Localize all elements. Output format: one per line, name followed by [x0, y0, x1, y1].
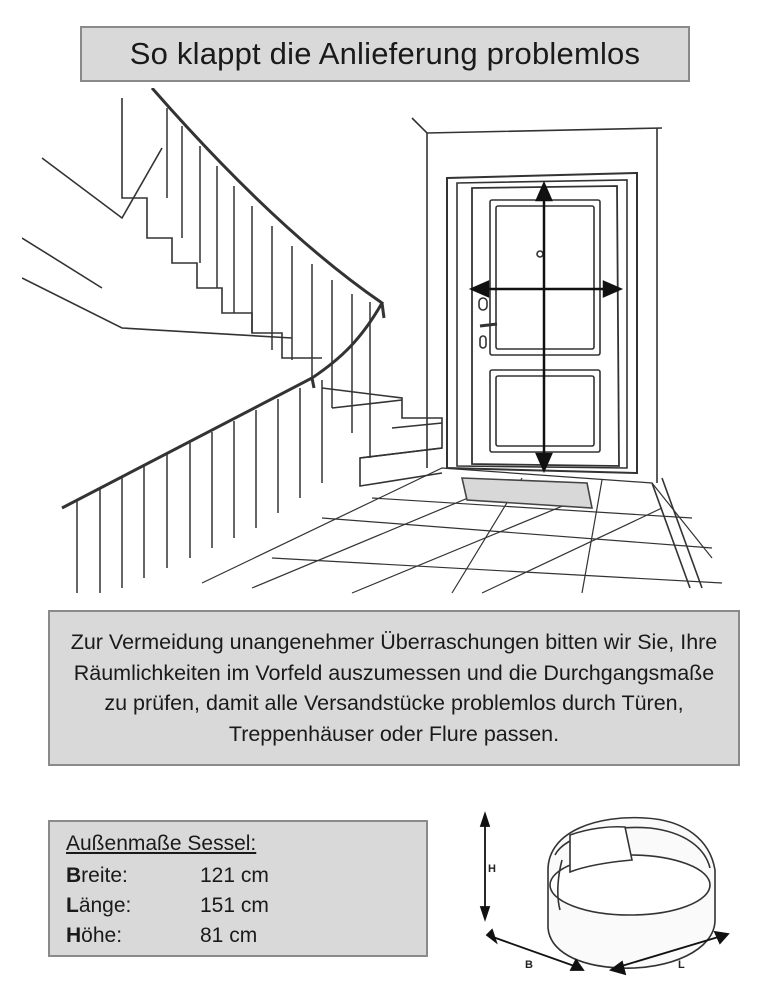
armchair-diagram — [470, 800, 745, 980]
dimension-row-width — [66, 861, 426, 891]
chair-label-l: L — [678, 959, 685, 971]
dimension-label: Höhe: — [66, 924, 123, 947]
dimension-value: 121 cm — [200, 864, 269, 887]
notice-text: Zur Vermeidung unangenehmer Überraschungen bitten wir Sie, Ihre Räumlichkeiten im Vorfeld auszumessen und die Durchgangsmaße zu prüfen, damit alle Versandstücke problemlos durch Türen, Treppenhäuser oder Flure passen. — [70, 630, 718, 746]
page-title: So klappt die Anlieferung problemlos — [80, 26, 690, 82]
dimension-row-height — [66, 921, 426, 951]
dimension-row-length — [66, 891, 426, 921]
stairwell-door-illustration — [22, 88, 744, 598]
delivery-notice — [48, 610, 740, 766]
dimension-value: 151 cm — [200, 894, 269, 917]
dimension-label: Breite: — [66, 864, 128, 887]
chair-label-h: H — [488, 863, 496, 875]
dimensions-box — [48, 820, 428, 957]
dimension-value: 81 cm — [200, 924, 258, 947]
dimension-label: Länge: — [66, 894, 132, 917]
chair-label-b: B — [525, 959, 533, 971]
dimensions-heading: Außenmaße Sessel: — [66, 832, 257, 855]
